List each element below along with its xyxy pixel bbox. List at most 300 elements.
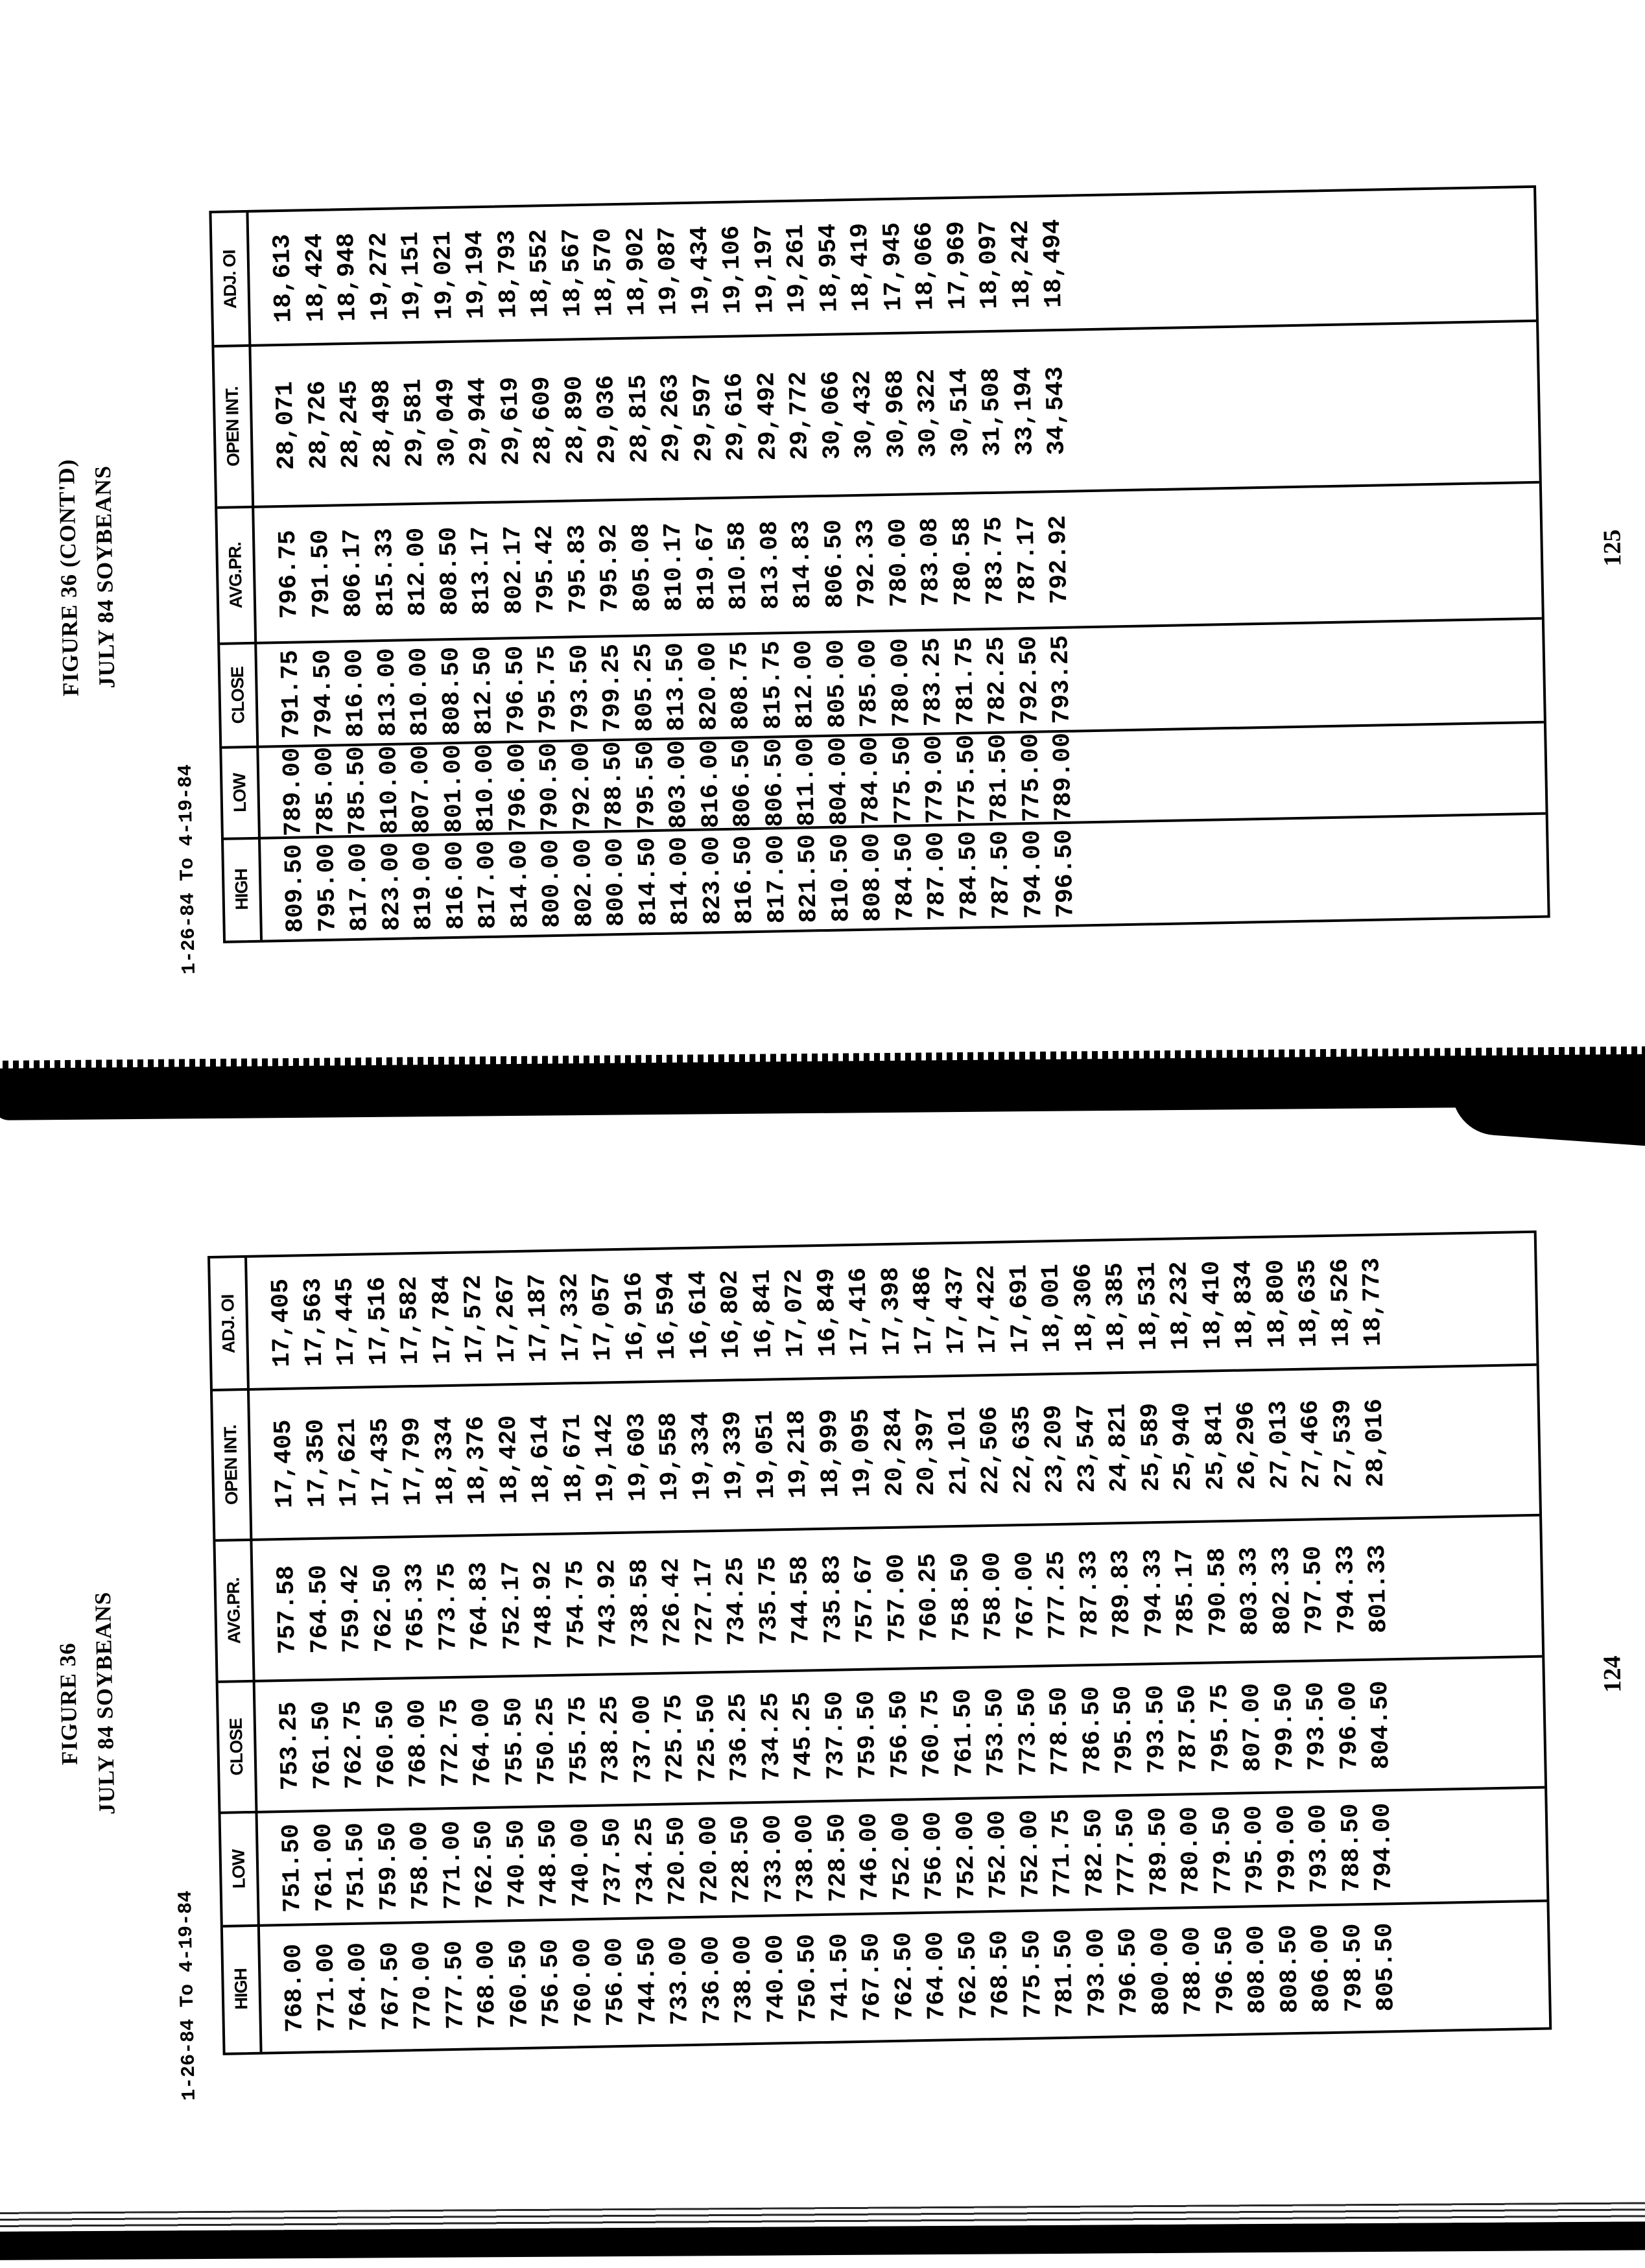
table-cell: 768.50 — [986, 1930, 1015, 2020]
table-cell: 796.50 — [501, 645, 531, 735]
table-cell: 738.25 — [596, 1695, 626, 1785]
table-cell: 807.00 — [1237, 1683, 1268, 1773]
table-cell: 796.00 — [1334, 1681, 1364, 1771]
table-cell: 795.42 — [530, 525, 561, 615]
table-cell: 781.75 — [950, 637, 980, 726]
table-cell: 796.50 — [1050, 829, 1080, 919]
price-table-124 — [207, 1231, 1552, 2055]
table-cell: 794.00 — [1018, 829, 1048, 919]
table-cell: 17,405 — [266, 1278, 297, 1368]
table-cell: 728.50 — [726, 1815, 757, 1904]
table-cell: 767.00 — [1010, 1551, 1041, 1640]
column-cells — [250, 1518, 1395, 1681]
column-header-label: ADJ. OI — [218, 1294, 239, 1354]
table-cell: 17,350 — [302, 1419, 331, 1508]
table-cell: 737.00 — [628, 1694, 658, 1784]
table-cell: 755.50 — [499, 1697, 530, 1786]
column-cells — [256, 731, 1080, 838]
table-cell: 762.50 — [953, 1930, 984, 2020]
table-cell: 780.00 — [886, 637, 916, 727]
table-cell: 785.50 — [342, 746, 372, 836]
table-cell: 808.50 — [1274, 1924, 1305, 2014]
table-cell: 791.75 — [276, 649, 307, 739]
table-cell: 746.00 — [855, 1812, 885, 1902]
table-cell: 819.67 — [691, 521, 721, 611]
table-cell: 820.00 — [693, 641, 724, 731]
table-cell: 19,021 — [429, 230, 459, 320]
table-cell: 18,066 — [910, 221, 940, 311]
table-cell: 748.50 — [534, 1818, 564, 1908]
table-cell: 19,197 — [750, 224, 780, 314]
table-cell: 789.00 — [278, 747, 308, 837]
table-cell: 775.00 — [1016, 733, 1047, 823]
table-cell: 797.50 — [1299, 1545, 1329, 1635]
table-cell: 781.50 — [1050, 1928, 1080, 2018]
table-column-avg-pr — [215, 1515, 1542, 1682]
table-cell: 29,616 — [720, 372, 750, 462]
table-cell: 17,582 — [395, 1275, 425, 1365]
table-cell: 796.75 — [274, 529, 304, 619]
table-cell: 794.50 — [308, 649, 338, 738]
figure-subtitle: JULY 84 SOYBEANS — [89, 1591, 120, 1815]
table-cell: 18,671 — [558, 1413, 588, 1504]
table-cell: 804.00 — [823, 737, 854, 826]
table-cell: 18,334 — [430, 1416, 460, 1506]
table-cell: 28,815 — [624, 374, 654, 464]
table-cell: 736.00 — [696, 1935, 727, 2025]
table-cell: 805.08 — [627, 523, 657, 613]
table-cell: 18,948 — [333, 232, 362, 322]
table-cell: 29,772 — [785, 371, 814, 460]
table-cell: 816.00 — [695, 739, 726, 829]
table-cell: 788.50 — [599, 740, 629, 831]
table-cell: 795.00 — [312, 843, 342, 933]
table-cell: 803.33 — [1235, 1546, 1265, 1636]
figure-subtitle: JULY 84 SOYBEANS — [89, 465, 120, 689]
table-cell: 755.75 — [563, 1695, 594, 1786]
column-header-label: CLOSE — [227, 667, 248, 724]
table-cell: 29,944 — [464, 377, 494, 467]
table-cell: 743.92 — [593, 1559, 623, 1649]
page-125-section — [0, 0, 1645, 1126]
table-cell: 753.50 — [981, 1688, 1011, 1777]
table-cell: 18,531 — [1133, 1261, 1163, 1351]
table-cell: 787.33 — [1074, 1550, 1105, 1639]
column-cells — [248, 330, 1074, 507]
table-cell: 775.50 — [952, 734, 982, 824]
table-cell: 801.33 — [1363, 1544, 1393, 1634]
table-cell: 792.50 — [1014, 635, 1045, 725]
figure-title: FIGURE 36 (CONT'D) — [53, 458, 84, 697]
table-column-avg-pr — [217, 482, 1542, 644]
table-cell: 762.50 — [889, 1931, 919, 2021]
table-cell: 16,614 — [684, 1270, 714, 1360]
table-cell: 19,106 — [717, 225, 748, 314]
table-cell: 17,398 — [877, 1266, 906, 1356]
table-cell: 760.00 — [568, 1937, 598, 2027]
table-cell: 18,410 — [1197, 1260, 1227, 1350]
table-cell: 806.50 — [759, 738, 790, 827]
table-cell: 815.33 — [370, 528, 400, 617]
table-cell: 795.92 — [595, 523, 625, 613]
column-header-label: LOW — [230, 773, 250, 813]
column-header-label: HIGH — [231, 1968, 252, 2010]
table-cell: 802.33 — [1267, 1546, 1297, 1636]
table-cell: 29,263 — [656, 373, 686, 463]
table-cell: 799.50 — [1270, 1682, 1300, 1772]
table-cell: 19,261 — [781, 224, 812, 314]
column-cells — [253, 1659, 1399, 1812]
table-cell: 27,466 — [1296, 1399, 1327, 1489]
page-124 — [0, 1111, 1645, 2268]
table-cell: 741.50 — [825, 1933, 855, 2022]
table-cell: 740.00 — [566, 1817, 596, 1908]
table-cell: 810.00 — [471, 743, 501, 833]
table-cell: 18,424 — [300, 233, 331, 323]
table-cell: 17,332 — [556, 1273, 586, 1362]
table-cell: 790.50 — [535, 742, 565, 832]
table-cell: 720.00 — [694, 1815, 724, 1905]
table-column-open-int — [214, 321, 1539, 508]
table-cell: 17,563 — [299, 1277, 329, 1367]
table-cell: 819.00 — [408, 841, 438, 931]
table-cell: 34,543 — [1041, 366, 1071, 456]
table-cell: 18,635 — [1294, 1258, 1324, 1348]
table-cell: 798.50 — [1338, 1923, 1369, 2013]
column-cells — [257, 1904, 1403, 2052]
table-cell: 17,435 — [366, 1417, 396, 1507]
table-cell: 794.33 — [1139, 1548, 1169, 1638]
table-cell: 808.00 — [1242, 1924, 1272, 2014]
table-cell: 785.00 — [854, 638, 884, 728]
table-cell: 762.50 — [469, 1819, 500, 1909]
column-cells — [255, 1790, 1401, 1926]
table-cell: 789.83 — [1106, 1549, 1137, 1638]
table-cell: 30,322 — [913, 368, 943, 458]
table-cell: 18,954 — [814, 223, 844, 313]
table-cell: 738.00 — [729, 1935, 759, 2024]
table-cell: 800.00 — [1146, 1926, 1176, 2016]
table-cell: 812.00 — [790, 639, 820, 729]
table-cell: 810.58 — [723, 521, 753, 611]
table-cell: 736.25 — [724, 1692, 754, 1782]
table-cell: 764.00 — [344, 1942, 373, 2032]
table-cell: 814.00 — [665, 836, 695, 926]
table-column-adj-oi — [210, 1233, 1537, 1390]
table-cell: 793.50 — [1301, 1681, 1332, 1771]
table-cell: 816.50 — [729, 835, 759, 925]
table-cell: 23,547 — [1072, 1404, 1102, 1493]
table-cell: 751.50 — [277, 1823, 307, 1913]
table-cell: 773.50 — [1013, 1687, 1043, 1777]
table-cell: 793.00 — [1304, 1804, 1334, 1893]
table-cell: 26,296 — [1232, 1400, 1262, 1491]
table-cell: 17,945 — [878, 222, 908, 312]
table-cell: 30,968 — [881, 369, 911, 459]
table-cell: 758.00 — [978, 1552, 1008, 1641]
table-cell: 737.50 — [820, 1690, 851, 1780]
table-cell: 816.00 — [340, 648, 371, 738]
page-number-125: 125 — [1598, 529, 1627, 567]
table-cell: 18,834 — [1229, 1260, 1260, 1349]
table-cell: 18,242 — [1006, 219, 1037, 309]
table-cell: 760.50 — [504, 1939, 534, 2029]
table-cell: 817.00 — [473, 840, 503, 930]
table-cell: 18,385 — [1101, 1262, 1131, 1352]
table-cell: 792.00 — [567, 741, 597, 831]
table-cell: 767.50 — [857, 1932, 887, 2022]
table-cell: 752.00 — [1015, 1809, 1045, 1899]
date-range-label: 1-26-84 To 4-19-84 — [174, 1890, 201, 2101]
table-cell: 25,841 — [1200, 1401, 1230, 1491]
table-cell: 816.00 — [440, 840, 471, 930]
table-cell: 28,071 — [271, 381, 302, 471]
table-cell: 18,614 — [526, 1414, 556, 1504]
table-cell: 30,066 — [816, 370, 847, 460]
table-cell: 759.42 — [337, 1564, 366, 1653]
table-cell: 18,494 — [1038, 219, 1069, 309]
table-cell: 790.58 — [1203, 1547, 1233, 1637]
table-cell: 18,567 — [557, 228, 587, 318]
table-cell: 760.25 — [914, 1553, 944, 1642]
table-cell: 18,999 — [815, 1408, 845, 1498]
column-header-label: AVG.PR. — [225, 542, 246, 609]
table-cell: 757.67 — [850, 1553, 880, 1644]
table-cell: 759.50 — [853, 1690, 882, 1780]
table-cell: 764.00 — [921, 1931, 951, 2021]
table-cell: 808.75 — [726, 641, 755, 731]
table-cell: 786.50 — [1077, 1686, 1107, 1775]
table-cell: 768.00 — [279, 1943, 310, 2033]
table-cell: 800.00 — [601, 837, 631, 927]
table-cell: 17,057 — [587, 1272, 618, 1362]
table-cell: 780.00 — [884, 517, 914, 608]
table-cell: 783.25 — [918, 637, 948, 727]
table-cell: 27,539 — [1329, 1399, 1358, 1489]
table-cell: 22,506 — [975, 1406, 1006, 1495]
table-cell: 762.75 — [339, 1700, 369, 1790]
table-cell: 770.00 — [408, 1941, 438, 2031]
table-cell: 793.00 — [1082, 1928, 1112, 2018]
table-cell: 794.33 — [1331, 1544, 1362, 1635]
table-cell: 17,799 — [397, 1417, 428, 1506]
table-cell: 28,890 — [560, 375, 590, 465]
table-cell: 18,613 — [268, 233, 298, 324]
table-cell: 19,087 — [653, 226, 683, 316]
table-cell: 784.50 — [890, 832, 920, 921]
column-header-label: AVG.PR. — [223, 1577, 244, 1644]
table-cell: 823.00 — [376, 842, 407, 932]
column-cells — [252, 491, 1076, 643]
table-cell: 771.00 — [311, 1943, 342, 2033]
table-cell: 752.17 — [497, 1561, 527, 1650]
table-cell: 782.50 — [1080, 1808, 1109, 1898]
table-cell: 765.33 — [401, 1563, 431, 1652]
table-cell: 813.08 — [755, 520, 785, 610]
table-column-open-int — [213, 1365, 1539, 1541]
table-cell: 783.75 — [980, 516, 1010, 606]
table-cell: 33,194 — [1009, 366, 1039, 456]
table-cell: 791.50 — [306, 529, 336, 619]
table-cell: 20,284 — [879, 1408, 909, 1497]
table-cell: 19,339 — [718, 1410, 749, 1500]
table-cell: 823.00 — [697, 836, 728, 925]
table-column-close — [219, 1657, 1545, 1813]
table-cell: 17,486 — [908, 1266, 939, 1356]
table-cell: 788.00 — [1178, 1926, 1208, 2016]
table-cell: 18,232 — [1165, 1260, 1196, 1351]
table-cell: 760.75 — [917, 1688, 947, 1778]
column-header-label: CLOSE — [226, 1718, 247, 1776]
table-cell: 29,492 — [752, 372, 783, 461]
column-cells — [247, 1367, 1393, 1540]
table-cell: 725.50 — [692, 1693, 722, 1783]
table-cell: 25,940 — [1168, 1402, 1198, 1492]
table-cell: 795.83 — [563, 524, 593, 614]
table-cell: 764.50 — [304, 1565, 335, 1654]
table-cell: 18,800 — [1261, 1259, 1292, 1349]
table-cell: 16,916 — [620, 1271, 650, 1361]
table-cell: 753.25 — [275, 1701, 305, 1791]
table-cell: 751.50 — [341, 1822, 372, 1912]
table-cell: 738.00 — [790, 1813, 821, 1903]
table-cell: 18,570 — [589, 228, 619, 317]
table-cell: 756.00 — [919, 1811, 949, 1901]
table-cell: 789.00 — [1048, 732, 1078, 822]
table-cell: 775.50 — [888, 735, 918, 825]
table-cell: 795.50 — [1109, 1685, 1139, 1775]
table-cell: 792.92 — [1044, 515, 1074, 604]
table-cell: 23,209 — [1039, 1404, 1070, 1494]
table-cell: 768.00 — [403, 1699, 433, 1788]
table-cell: 759.50 — [373, 1821, 403, 1911]
column-header-label: LOW — [228, 1849, 249, 1889]
table-cell: 18,001 — [1037, 1263, 1067, 1353]
table-cell: 812.50 — [469, 646, 499, 735]
table-cell: 19,151 — [397, 231, 427, 321]
table-cell: 17,422 — [973, 1264, 1003, 1354]
table-cell: 781.50 — [984, 733, 1014, 823]
table-cell: 808.00 — [858, 833, 888, 922]
table-cell: 792.33 — [851, 518, 882, 608]
table-cell: 17,445 — [331, 1277, 361, 1367]
table-cell: 756.00 — [600, 1937, 630, 2027]
page-124-section — [0, 1126, 1645, 2252]
table-cell: 19,434 — [685, 226, 716, 315]
table-cell: 18,793 — [493, 229, 523, 319]
table-cell: 779.50 — [1208, 1805, 1238, 1895]
table-cell: 31,508 — [977, 367, 1007, 457]
table-cell: 28,609 — [528, 375, 558, 466]
table-cell: 19,051 — [751, 1410, 781, 1500]
table-cell: 764.00 — [467, 1697, 497, 1787]
table-cell: 795.00 — [1240, 1804, 1270, 1895]
table-cell: 752.00 — [951, 1810, 981, 1900]
table-cell: 814.83 — [787, 519, 818, 609]
table-cell: 18,902 — [621, 227, 652, 316]
table-cell: 805.00 — [822, 639, 852, 729]
table-cell: 758.00 — [405, 1821, 436, 1911]
table-cell: 17,072 — [780, 1268, 811, 1358]
table-cell: 767.50 — [375, 1941, 406, 2031]
table-cell: 725.75 — [660, 1694, 690, 1784]
table-cell: 768.00 — [472, 1939, 502, 2029]
price-table-125 — [209, 185, 1550, 943]
table-cell: 800.00 — [537, 838, 567, 928]
table-cell: 19,142 — [590, 1413, 621, 1503]
table-cell: 761.50 — [949, 1688, 979, 1778]
table-cell: 17,267 — [491, 1273, 521, 1364]
table-cell: 760.50 — [371, 1699, 401, 1789]
table-cell: 814.50 — [633, 836, 663, 927]
table-cell: 18,420 — [494, 1415, 524, 1505]
table-cell: 795.50 — [631, 740, 661, 830]
table-cell: 803.00 — [663, 740, 693, 829]
table-cell: 19,558 — [654, 1412, 685, 1502]
table-cell: 810.00 — [405, 647, 435, 737]
table-cell: 817.00 — [761, 834, 792, 924]
table-cell: 788.50 — [1336, 1803, 1366, 1893]
table-cell: 22,635 — [1008, 1405, 1037, 1494]
table-cell: 25,589 — [1136, 1402, 1166, 1493]
table-cell: 795.75 — [1205, 1683, 1236, 1773]
table-cell: 808.50 — [434, 526, 464, 616]
table-cell: 726.42 — [657, 1557, 687, 1648]
table-cell: 807.00 — [407, 744, 436, 834]
table-cell: 779.00 — [920, 735, 950, 825]
table-cell: 806.50 — [728, 738, 757, 828]
table-cell: 17,691 — [1004, 1264, 1035, 1354]
table-cell: 804.50 — [1366, 1680, 1396, 1770]
table-cell: 808.50 — [436, 646, 467, 736]
table-cell: 19,194 — [461, 230, 491, 320]
table-cell: 29,597 — [688, 373, 718, 462]
table-cell: 24,821 — [1104, 1403, 1134, 1493]
table-cell: 757.58 — [272, 1565, 302, 1655]
table-cell: 771.00 — [438, 1820, 467, 1910]
table-cell: 783.08 — [916, 517, 946, 607]
column-cells — [244, 1236, 1390, 1389]
table-cell: 806.17 — [338, 528, 368, 618]
table-cell: 28,245 — [335, 379, 366, 469]
table-cell: 727.17 — [689, 1557, 720, 1647]
table-cell: 21,101 — [943, 1406, 973, 1496]
table-cell: 30,432 — [849, 370, 879, 460]
date-range-label: 1-26-84 To 4-19-84 — [174, 764, 201, 975]
table-cell: 806.50 — [820, 519, 849, 609]
table-cell: 18,097 — [974, 220, 1004, 310]
table-cell: 802.17 — [499, 525, 528, 615]
column-header-label: OPEN INT. — [222, 386, 243, 467]
table-cell: 789.50 — [1144, 1806, 1174, 1896]
table-cell: 16,841 — [748, 1269, 778, 1358]
table-cell: 811.00 — [792, 737, 822, 827]
table-cell: 756.50 — [884, 1689, 915, 1779]
table-cell: 19,272 — [364, 231, 395, 322]
column-header-label: OPEN INT. — [220, 1424, 242, 1506]
table-cell: 773.75 — [432, 1562, 463, 1651]
table-cell: 17,187 — [523, 1273, 554, 1363]
table-cell: 810.17 — [659, 522, 689, 612]
table-column-adj-oi — [211, 188, 1536, 346]
table-cell: 29,036 — [592, 375, 622, 464]
table-cell: 785.17 — [1170, 1548, 1201, 1638]
table-cell: 748.92 — [529, 1560, 559, 1650]
table-cell: 30,049 — [431, 377, 462, 467]
table-cell: 744.58 — [786, 1555, 816, 1645]
table-cell: 787.17 — [1012, 515, 1042, 605]
table-cell: 761.50 — [307, 1701, 337, 1790]
